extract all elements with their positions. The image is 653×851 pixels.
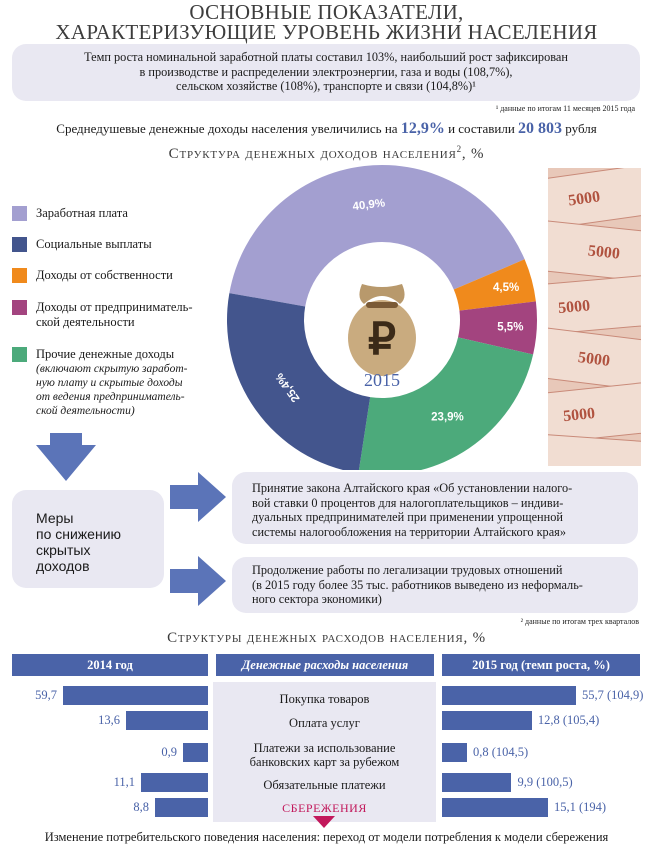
legend-item-other: Прочие денежные доходы (включают скрытую зарабoт- ную плату и скрытые доходы от ведения предприниматель- ской деятельности) bbox=[12, 347, 187, 418]
svg-text:5000: 5000 bbox=[557, 297, 591, 318]
bar-2015 bbox=[442, 773, 511, 792]
value-2015: 0,8 (104,5) bbox=[473, 745, 529, 759]
arrow-down-icon bbox=[36, 433, 96, 481]
legend-item-wages: Заработная плата bbox=[12, 206, 128, 221]
category-mandatory: Обязательные платежи bbox=[263, 778, 386, 792]
value-2014: 59,7 bbox=[35, 688, 57, 702]
category-card-payments: Платежи за использование банковских карт за рубежом bbox=[249, 741, 400, 769]
legend-swatch bbox=[12, 347, 27, 362]
svg-text:5000: 5000 bbox=[567, 188, 602, 210]
value-2015: 12,8 (105,4) bbox=[537, 713, 600, 727]
svg-text:5000: 5000 bbox=[577, 349, 611, 370]
bar-2015 bbox=[442, 711, 532, 730]
income-growth-line bbox=[0, 120, 653, 138]
donut-slice bbox=[227, 293, 370, 470]
legend-item-social: Социальные выплаты bbox=[12, 237, 152, 252]
slice-label: 25,4% bbox=[273, 370, 303, 405]
wage-growth-box bbox=[12, 44, 640, 101]
svg-text:₽: ₽ bbox=[368, 315, 396, 364]
expenses-title: Структуры денежных расходов населения, % bbox=[167, 630, 486, 646]
column-header-category: Денежные расходы населения bbox=[216, 654, 434, 676]
income-footnote: ² данные по итогам трех кварталов bbox=[520, 617, 639, 626]
value-2014: 0,9 bbox=[161, 745, 177, 759]
chart-year-label: 2015 bbox=[364, 370, 400, 390]
bar-2014 bbox=[126, 711, 208, 730]
slice-label: 4,5% bbox=[493, 281, 520, 294]
wage-line-1: Темп роста номинальной заработной платы составил 103%, наибольший рост зафиксирован bbox=[84, 50, 568, 64]
slice-label: 23,9% bbox=[431, 411, 464, 424]
value-2014: 13,6 bbox=[98, 713, 120, 727]
legend-swatch bbox=[12, 268, 27, 283]
income-text-3: рубля bbox=[565, 121, 597, 136]
column-header-2015: 2015 год (темп роста, %) bbox=[442, 654, 640, 676]
wage-footnote: ¹ данные по итогам 11 месяцев 2015 года bbox=[495, 104, 635, 113]
income-growth-value: 12,9% bbox=[400, 120, 445, 137]
column-header-2014: 2014 год bbox=[12, 654, 208, 676]
value-2014: 11,1 bbox=[113, 775, 136, 789]
category-services: Оплата услуг bbox=[289, 716, 360, 730]
category-goods: Покупка товаров bbox=[279, 692, 370, 706]
income-text-1: Среднедушевые денежные доходы населения увеличились на bbox=[56, 121, 398, 136]
income-structure-title: Структура денежных доходов населения$^2$, % bbox=[168, 144, 485, 162]
bar-2015 bbox=[442, 686, 576, 705]
footer-caption: Изменение потребительского поведения населения: переход от модели потребления к модели сбережения bbox=[44, 830, 609, 844]
svg-text:5000: 5000 bbox=[562, 404, 596, 426]
slice-label: 40,9% bbox=[351, 197, 386, 214]
measures-title-box: Меры по снижению скрытых доходов bbox=[12, 490, 164, 588]
value-2015: 9,9 (100,5) bbox=[517, 775, 573, 789]
bar-2015 bbox=[442, 798, 548, 817]
bar-2014 bbox=[155, 798, 208, 817]
page-title-line2: ХАРАКТЕРИЗУЮЩИЕ УРОВЕНЬ ЖИЗНИ НАСЕЛЕНИЯ bbox=[55, 20, 598, 44]
legend-swatch bbox=[12, 237, 27, 252]
wage-line-2: в производстве и распределении электроэнергии, газа и воды (108,7%), bbox=[139, 64, 513, 79]
bar-2014 bbox=[183, 743, 208, 762]
legend-swatch bbox=[12, 300, 27, 315]
slice-label: 5,5% bbox=[497, 321, 524, 334]
income-amount-value: 20 803 bbox=[518, 120, 563, 137]
arrow-right-icon bbox=[170, 556, 226, 606]
money-bag-icon bbox=[348, 284, 416, 376]
legend-item-property: Доходы от собственности bbox=[12, 268, 173, 283]
income-text-2: и составили bbox=[448, 121, 515, 136]
banknotes-photo bbox=[548, 168, 641, 466]
value-2015: 15,1 (194) bbox=[554, 800, 607, 814]
bar-2014 bbox=[63, 686, 208, 705]
bar-2015 bbox=[442, 743, 467, 762]
page-title-line1: ОСНОВНЫЕ ПОКАЗАТЕЛИ, bbox=[189, 0, 464, 24]
triangle-down-icon bbox=[313, 816, 335, 828]
legend-swatch bbox=[12, 206, 27, 221]
measure-item-1: Принятие закона Алтайского края «Об установлении налого- вой ставки 0 процентов для налогоплательщиков – индиви- дуальных предпринимателей при применении упрощенной системы налогообложения на территории Алтайского края» bbox=[232, 472, 638, 544]
income-donut-chart bbox=[215, 160, 550, 470]
legend-item-business: Доходы от предприниматель- ской деятельности bbox=[12, 300, 193, 330]
wage-line-3: сельском хозяйстве (108%), транспорте и связи (104,8%)¹ bbox=[176, 79, 476, 93]
value-2015: 55,7 (104,9) bbox=[582, 688, 644, 702]
category-savings: СБЕРЕЖЕНИЯ bbox=[282, 801, 367, 815]
value-2014: 8,8 bbox=[133, 800, 149, 814]
svg-text:5000: 5000 bbox=[587, 242, 621, 263]
arrow-right-icon bbox=[170, 472, 226, 522]
bar-2014 bbox=[141, 773, 208, 792]
measure-item-2: Продолжение работы по легализации трудовых отношений (в 2015 году более 35 тыс. работников выведено из неформаль- ного сектора экономики) bbox=[232, 557, 638, 613]
